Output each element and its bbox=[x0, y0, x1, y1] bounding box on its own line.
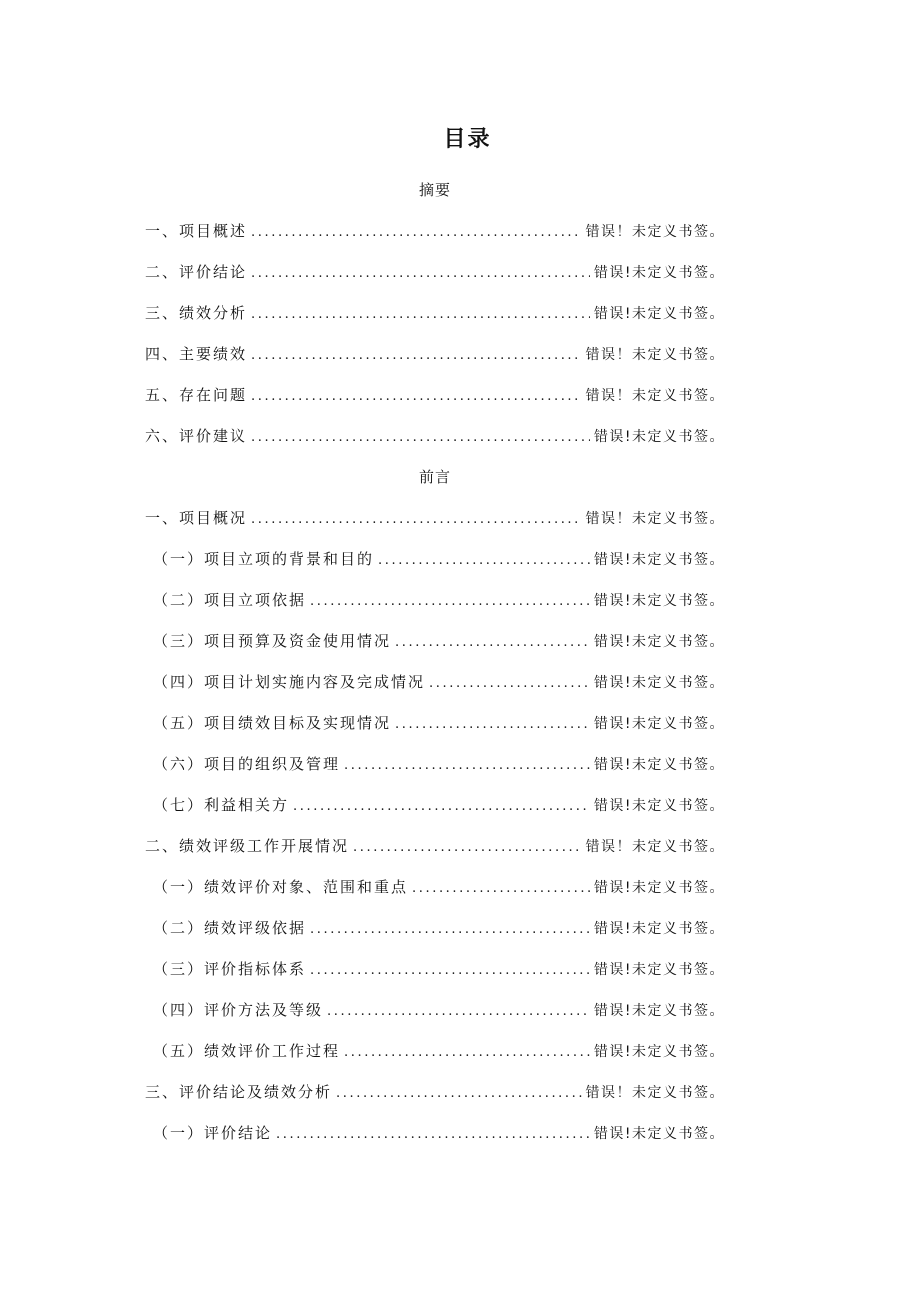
toc-entry-page-ref: 错误!未定义书签。 bbox=[593, 1044, 725, 1060]
toc-entry-page-ref: 错误!未定义书签。 bbox=[593, 265, 725, 281]
toc-entry-label: （五）绩效评价工作过程 bbox=[153, 1042, 341, 1060]
toc-dot-leader bbox=[310, 955, 590, 986]
toc-entry[interactable] bbox=[145, 421, 725, 462]
toc-dot-leader bbox=[251, 217, 581, 248]
toc-entry-label: 三、绩效分析 bbox=[145, 304, 248, 322]
toc-entry-page-ref: 错误！未定义书签。 bbox=[585, 347, 725, 363]
toc-entry-label: 四、主要绩效 bbox=[145, 345, 248, 363]
toc-dot-leader bbox=[251, 299, 590, 330]
toc-entry-label: （二）绩效评级依据 bbox=[153, 919, 307, 937]
toc-dot-leader bbox=[310, 586, 590, 617]
toc-entry-label: 六、评价建议 bbox=[145, 427, 248, 445]
toc-entry-page-ref: 错误！未定义书签。 bbox=[585, 839, 725, 855]
toc-entry-page-ref: 错误!未定义书签。 bbox=[593, 1126, 725, 1142]
toc-dot-leader bbox=[251, 381, 581, 412]
toc-entry-page-ref: 错误!未定义书签。 bbox=[593, 675, 725, 691]
toc-entry-label: 二、评价结论 bbox=[145, 263, 248, 281]
toc-entry[interactable] bbox=[145, 503, 725, 544]
toc-dot-leader bbox=[251, 504, 581, 535]
toc-dot-leader bbox=[378, 545, 590, 576]
toc-entry-label: （七）利益相关方 bbox=[153, 796, 290, 814]
toc-entry-page-ref: 错误！未定义书签。 bbox=[585, 224, 725, 240]
toc-entry[interactable] bbox=[145, 339, 725, 380]
toc-entry-label: （六）项目的组织及管理 bbox=[153, 755, 341, 773]
toc-entry[interactable] bbox=[145, 298, 725, 339]
toc-entry-page-ref: 错误!未定义书签。 bbox=[593, 921, 725, 937]
toc-dot-leader bbox=[276, 1119, 590, 1150]
toc-dot-leader bbox=[336, 1078, 581, 1109]
toc-section-heading: 摘要 bbox=[418, 181, 451, 199]
toc-entry-page-ref: 错误!未定义书签。 bbox=[593, 962, 725, 978]
toc-dot-leader bbox=[395, 709, 590, 740]
toc-entry-page-ref: 错误!未定义书签。 bbox=[593, 880, 725, 896]
toc-entry-page-ref: 错误!未定义书签。 bbox=[593, 798, 725, 814]
toc-entry[interactable] bbox=[145, 995, 725, 1036]
toc-dot-leader bbox=[251, 258, 590, 289]
toc-dot-leader bbox=[429, 668, 590, 699]
toc-entry[interactable] bbox=[145, 544, 725, 585]
toc-dot-leader bbox=[310, 914, 590, 945]
toc-dot-leader bbox=[327, 996, 590, 1027]
toc-entry[interactable] bbox=[145, 667, 725, 708]
toc-entry-label: （四）评价方法及等级 bbox=[153, 1001, 324, 1019]
toc-entry-label: （四）项目计划实施内容及完成情况 bbox=[153, 673, 426, 691]
toc-entry[interactable] bbox=[145, 257, 725, 298]
toc-entry[interactable] bbox=[145, 708, 725, 749]
toc-entry-label: （二）项目立项依据 bbox=[153, 591, 307, 609]
toc-entry-page-ref: 错误！未定义书签。 bbox=[585, 388, 725, 404]
toc-entry[interactable] bbox=[145, 380, 725, 421]
table-of-contents bbox=[145, 175, 725, 1159]
page-title: 目录 bbox=[443, 127, 492, 152]
toc-entry-label: （一）绩效评价对象、范围和重点 bbox=[153, 878, 409, 896]
toc-entry-page-ref: 错误!未定义书签。 bbox=[593, 757, 725, 773]
toc-entry-page-ref: 错误!未定义书签。 bbox=[593, 716, 725, 732]
toc-entry[interactable] bbox=[145, 1036, 725, 1077]
toc-section-heading: 前言 bbox=[418, 468, 451, 486]
toc-entry-label: 一、项目概述 bbox=[145, 222, 248, 240]
toc-entry-label: （一）评价结论 bbox=[153, 1124, 273, 1142]
toc-entry-page-ref: 错误!未定义书签。 bbox=[593, 552, 725, 568]
toc-dot-leader bbox=[353, 832, 581, 863]
toc-entry-label: （三）评价指标体系 bbox=[153, 960, 307, 978]
toc-entry[interactable] bbox=[145, 749, 725, 790]
toc-entry[interactable] bbox=[145, 790, 725, 831]
toc-entry[interactable] bbox=[145, 831, 725, 872]
toc-entry[interactable] bbox=[145, 216, 725, 257]
toc-dot-leader bbox=[344, 1037, 590, 1068]
toc-dot-leader bbox=[344, 750, 590, 781]
toc-entry-page-ref: 错误!未定义书签。 bbox=[593, 429, 725, 445]
toc-dot-leader bbox=[251, 340, 581, 371]
toc-dot-leader bbox=[412, 873, 590, 904]
toc-entry[interactable] bbox=[145, 1118, 725, 1159]
toc-entry-label: 二、绩效评级工作开展情况 bbox=[145, 837, 350, 855]
toc-entry-page-ref: 错误！未定义书签。 bbox=[585, 1085, 725, 1101]
toc-entry-page-ref: 错误!未定义书签。 bbox=[593, 593, 725, 609]
toc-entry-label: （一）项目立项的背景和目的 bbox=[153, 550, 375, 568]
toc-entry-label: 一、项目概况 bbox=[145, 509, 248, 527]
toc-entry-label: 三、评价结论及绩效分析 bbox=[145, 1083, 333, 1101]
toc-entry[interactable] bbox=[145, 585, 725, 626]
toc-entry-page-ref: 错误!未定义书签。 bbox=[593, 306, 725, 322]
toc-entry-page-ref: 错误！未定义书签。 bbox=[585, 511, 725, 527]
toc-entry[interactable] bbox=[145, 626, 725, 667]
toc-entry-label: （五）项目绩效目标及实现情况 bbox=[153, 714, 392, 732]
toc-dot-leader bbox=[293, 791, 590, 822]
toc-entry[interactable] bbox=[145, 1077, 725, 1118]
toc-dot-leader bbox=[251, 422, 590, 453]
toc-entry[interactable] bbox=[145, 913, 725, 954]
toc-entry-page-ref: 错误!未定义书签。 bbox=[593, 634, 725, 650]
toc-entry[interactable] bbox=[145, 954, 725, 995]
toc-entry-page-ref: 错误!未定义书签。 bbox=[593, 1003, 725, 1019]
toc-entry-label: （三）项目预算及资金使用情况 bbox=[153, 632, 392, 650]
toc-dot-leader bbox=[395, 627, 590, 658]
toc-entry[interactable] bbox=[145, 872, 725, 913]
toc-entry-label: 五、存在问题 bbox=[145, 386, 248, 404]
